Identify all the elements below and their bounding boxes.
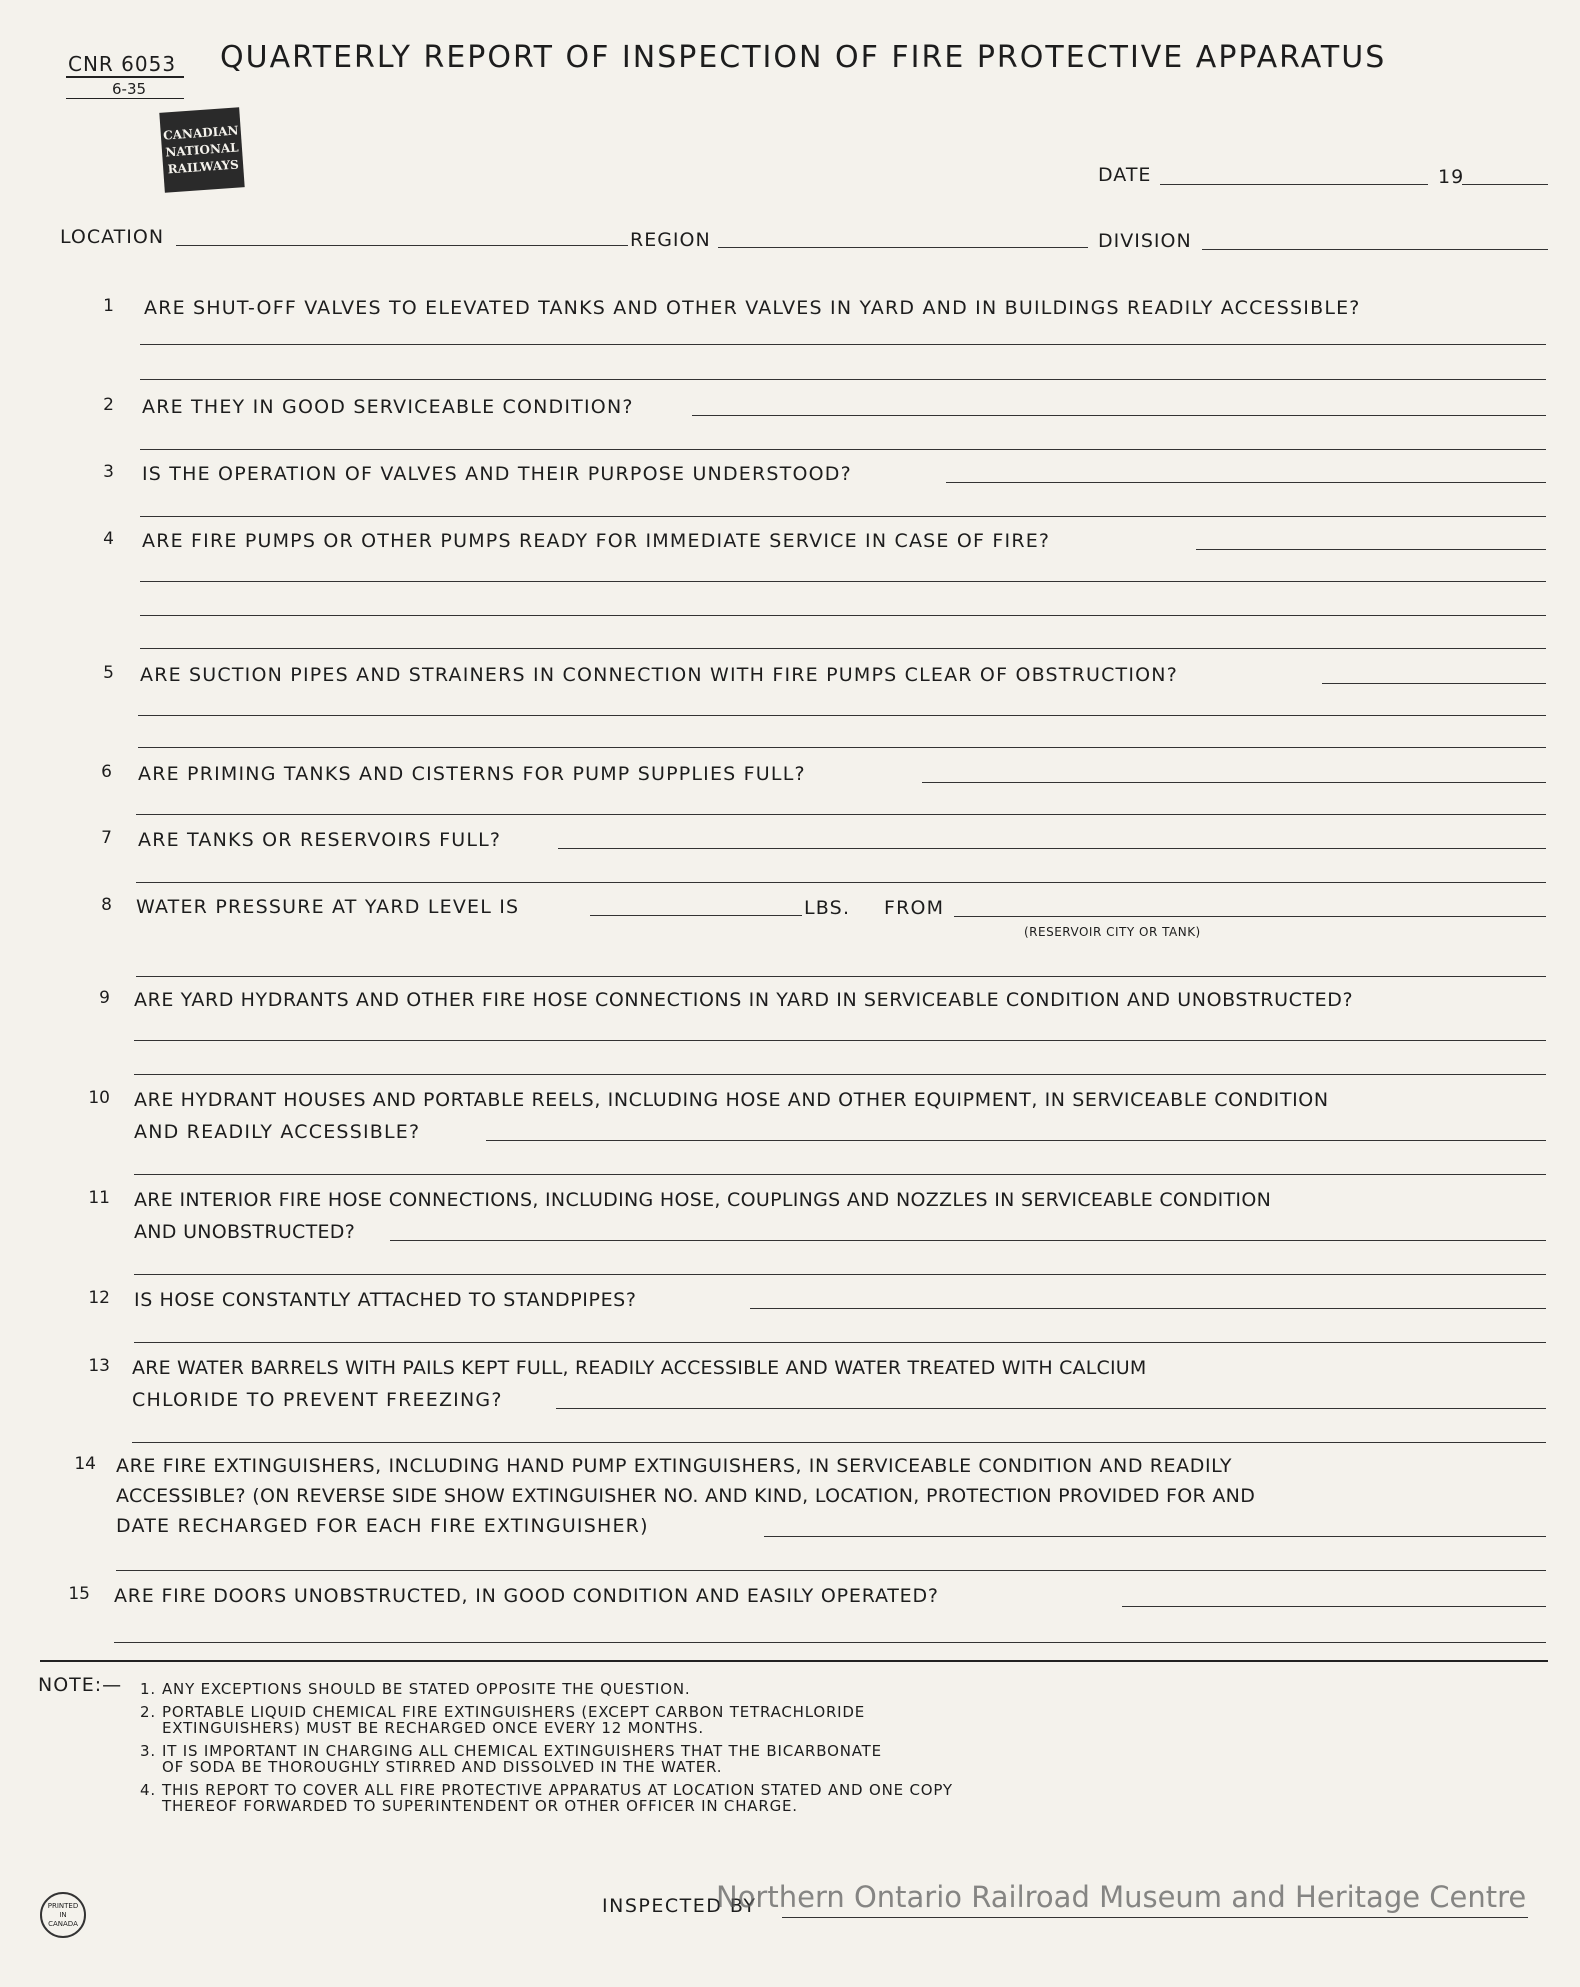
question-text: ARE INTERIOR FIRE HOSE CONNECTIONS, INCLUDING HOSE, COUPLINGS AND NOZZLES IN SERVICEABLE CONDITION — [134, 1189, 1272, 1211]
division-field[interactable] — [1202, 249, 1548, 250]
answer-line[interactable] — [136, 814, 1546, 815]
answer-line[interactable] — [140, 648, 1546, 649]
question-number: 14 — [74, 1454, 96, 1474]
question-text: IS THE OPERATION OF VALVES AND THEIR PURPOSE UNDERSTOOD? — [142, 463, 852, 485]
question-text: IS HOSE CONSTANTLY ATTACHED TO STANDPIPES? — [134, 1289, 637, 1311]
division-label: DIVISION — [1098, 230, 1192, 252]
question-text: ARE WATER BARRELS WITH PAILS KEPT FULL, READILY ACCESSIBLE AND WATER TREATED WITH CALCIUM — [132, 1357, 1147, 1379]
note-number: 2. — [140, 1703, 156, 1721]
question-text: ARE HYDRANT HOUSES AND PORTABLE REELS, INCLUDING HOSE AND OTHER EQUIPMENT, IN SERVICEABLE CONDITION — [134, 1089, 1329, 1111]
answer-line[interactable] — [556, 1408, 1546, 1409]
year-field[interactable] — [1462, 184, 1548, 185]
source-hint: (RESERVOIR CITY OR TANK) — [1024, 925, 1201, 939]
note-text: OF SODA BE THOROUGHLY STIRRED AND DISSOLVED IN THE WATER. — [162, 1758, 723, 1776]
answer-line[interactable] — [140, 581, 1546, 582]
note-text: EXTINGUISHERS) MUST BE RECHARGED ONCE EVERY 12 MONTHS. — [162, 1719, 704, 1737]
cnr-logo — [159, 107, 244, 192]
question-text-cont: AND UNOBSTRUCTED? — [134, 1221, 356, 1243]
answer-line[interactable] — [134, 1040, 1546, 1041]
answer-line[interactable] — [114, 1642, 1546, 1643]
question-text: ARE FIRE DOORS UNOBSTRUCTED, IN GOOD CONDITION AND EASILY OPERATED? — [114, 1585, 939, 1607]
answer-line[interactable] — [390, 1240, 1546, 1241]
section-divider — [40, 1660, 1548, 1662]
note-text: THEREOF FORWARDED TO SUPERINTENDENT OR OTHER OFFICER IN CHARGE. — [162, 1797, 798, 1815]
question-number: 7 — [101, 828, 112, 848]
note-text: ANY EXCEPTIONS SHOULD BE STATED OPPOSITE THE QUESTION. — [162, 1680, 691, 1698]
question-text: ARE YARD HYDRANTS AND OTHER FIRE HOSE CONNECTIONS IN YARD IN SERVICEABLE CONDITION AND UNOBSTRUCTED? — [134, 989, 1354, 1011]
answer-line[interactable] — [1196, 549, 1546, 550]
answer-line[interactable] — [140, 516, 1546, 517]
question-text: ARE SHUT-OFF VALVES TO ELEVATED TANKS AND OTHER VALVES IN YARD AND IN BUILDINGS READILY ACCESSIBLE? — [144, 297, 1361, 319]
form-revision-rule — [66, 98, 184, 99]
form-revision: 6-35 — [112, 80, 147, 98]
note-label: NOTE:— — [38, 1674, 123, 1696]
answer-line[interactable] — [750, 1308, 1546, 1309]
question-number: 1 — [103, 296, 114, 316]
from-label: FROM — [884, 897, 945, 919]
question-text: ARE FIRE EXTINGUISHERS, INCLUDING HAND PUMP EXTINGUISHERS, IN SERVICEABLE CONDITION AND READILY — [116, 1455, 1233, 1477]
answer-line[interactable] — [134, 1074, 1546, 1075]
answer-line[interactable] — [922, 782, 1546, 783]
stamp-line: IN — [59, 1910, 67, 1919]
answer-line[interactable] — [1322, 683, 1546, 684]
location-field[interactable] — [176, 245, 628, 246]
answer-line[interactable] — [140, 449, 1546, 450]
logo-line-3: RAILWAYS — [167, 156, 240, 176]
answer-line[interactable] — [140, 379, 1546, 380]
question-number: 13 — [88, 1356, 110, 1376]
answer-line[interactable] — [558, 848, 1546, 849]
question-text: ARE FIRE PUMPS OR OTHER PUMPS READY FOR IMMEDIATE SERVICE IN CASE OF FIRE? — [142, 530, 1051, 552]
form-number: CNR 6053 — [68, 52, 177, 76]
answer-line[interactable] — [486, 1140, 1546, 1141]
question-number: 2 — [103, 395, 114, 415]
date-field[interactable] — [1160, 184, 1428, 185]
form-number-rule — [66, 76, 184, 78]
question-text: WATER PRESSURE AT YARD LEVEL IS — [136, 896, 520, 918]
answer-line[interactable] — [134, 1274, 1546, 1275]
question-text-cont: CHLORIDE TO PREVENT FREEZING? — [132, 1389, 503, 1411]
region-label: REGION — [630, 229, 711, 251]
year-label: 19 — [1438, 166, 1465, 188]
answer-line[interactable] — [136, 976, 1546, 977]
region-field[interactable] — [718, 247, 1088, 248]
stamp-line: CANADA — [48, 1919, 78, 1928]
question-number: 6 — [101, 762, 112, 782]
answer-line[interactable] — [692, 415, 1546, 416]
question-text: ARE TANKS OR RESERVOIRS FULL? — [138, 829, 502, 851]
question-text-cont: ACCESSIBLE? (ON REVERSE SIDE SHOW EXTINGUISHER NO. AND KIND, LOCATION, PROTECTION PROVIDED FOR AND — [116, 1485, 1256, 1507]
answer-line[interactable] — [116, 1570, 1546, 1571]
question-text-cont: AND READILY ACCESSIBLE? — [134, 1121, 421, 1143]
note-text: PORTABLE LIQUID CHEMICAL FIRE EXTINGUISHERS (EXCEPT CARBON TETRACHLORIDE — [162, 1703, 866, 1721]
logo-line-1: CANADIAN — [162, 122, 239, 143]
note-number: 4. — [140, 1781, 156, 1799]
answer-line[interactable] — [134, 1174, 1546, 1175]
inspected-by-field[interactable] — [782, 1917, 1528, 1918]
answer-line[interactable] — [138, 747, 1546, 748]
location-label: LOCATION — [60, 226, 165, 248]
question-text: ARE SUCTION PIPES AND STRAINERS IN CONNECTION WITH FIRE PUMPS CLEAR OF OBSTRUCTION? — [140, 664, 1179, 686]
answer-line[interactable] — [138, 715, 1546, 716]
question-number: 5 — [103, 663, 114, 683]
answer-line[interactable] — [946, 482, 1546, 483]
question-number: 12 — [88, 1288, 110, 1308]
note-text: THIS REPORT TO COVER ALL FIRE PROTECTIVE APPARATUS AT LOCATION STATED AND ONE COPY — [162, 1781, 953, 1799]
question-number: 3 — [103, 462, 114, 482]
question-number: 4 — [103, 529, 114, 549]
question-number: 8 — [101, 895, 112, 915]
printed-in-canada-stamp — [40, 1892, 86, 1938]
question-number: 11 — [88, 1188, 110, 1208]
answer-line[interactable] — [764, 1536, 1546, 1537]
inspected-by-label: INSPECTED BY — [602, 1895, 757, 1917]
stamp-line: PRINTED — [47, 1901, 79, 1910]
answer-line[interactable] — [134, 1342, 1546, 1343]
date-label: DATE — [1098, 164, 1152, 186]
answer-line[interactable] — [140, 615, 1546, 616]
logo-line-2: NATIONAL — [164, 139, 240, 160]
question-text: ARE PRIMING TANKS AND CISTERNS FOR PUMP SUPPLIES FULL? — [138, 763, 806, 785]
museum-watermark: Northern Ontario Railroad Museum and Heritage Centre — [716, 1880, 1527, 1914]
answer-line[interactable] — [1122, 1606, 1546, 1607]
answer-line[interactable] — [136, 882, 1546, 883]
answer-line[interactable] — [140, 344, 1546, 345]
source-field[interactable] — [954, 916, 1546, 917]
answer-line[interactable] — [132, 1442, 1546, 1443]
page-title: QUARTERLY REPORT OF INSPECTION OF FIRE PROTECTIVE APPARATUS — [220, 40, 1387, 75]
note-text: IT IS IMPORTANT IN CHARGING ALL CHEMICAL EXTINGUISHERS THAT THE BICARBONATE — [162, 1742, 882, 1760]
question-number: 15 — [68, 1584, 90, 1604]
question-number: 10 — [88, 1088, 110, 1108]
note-number: 3. — [140, 1742, 156, 1760]
note-number: 1. — [140, 1680, 156, 1698]
pressure-field[interactable] — [590, 915, 802, 916]
question-text: ARE THEY IN GOOD SERVICEABLE CONDITION? — [142, 396, 634, 418]
question-number: 9 — [99, 988, 110, 1008]
question-text-cont: DATE RECHARGED FOR EACH FIRE EXTINGUISHER) — [116, 1515, 649, 1537]
pressure-unit: LBS. — [804, 897, 851, 919]
